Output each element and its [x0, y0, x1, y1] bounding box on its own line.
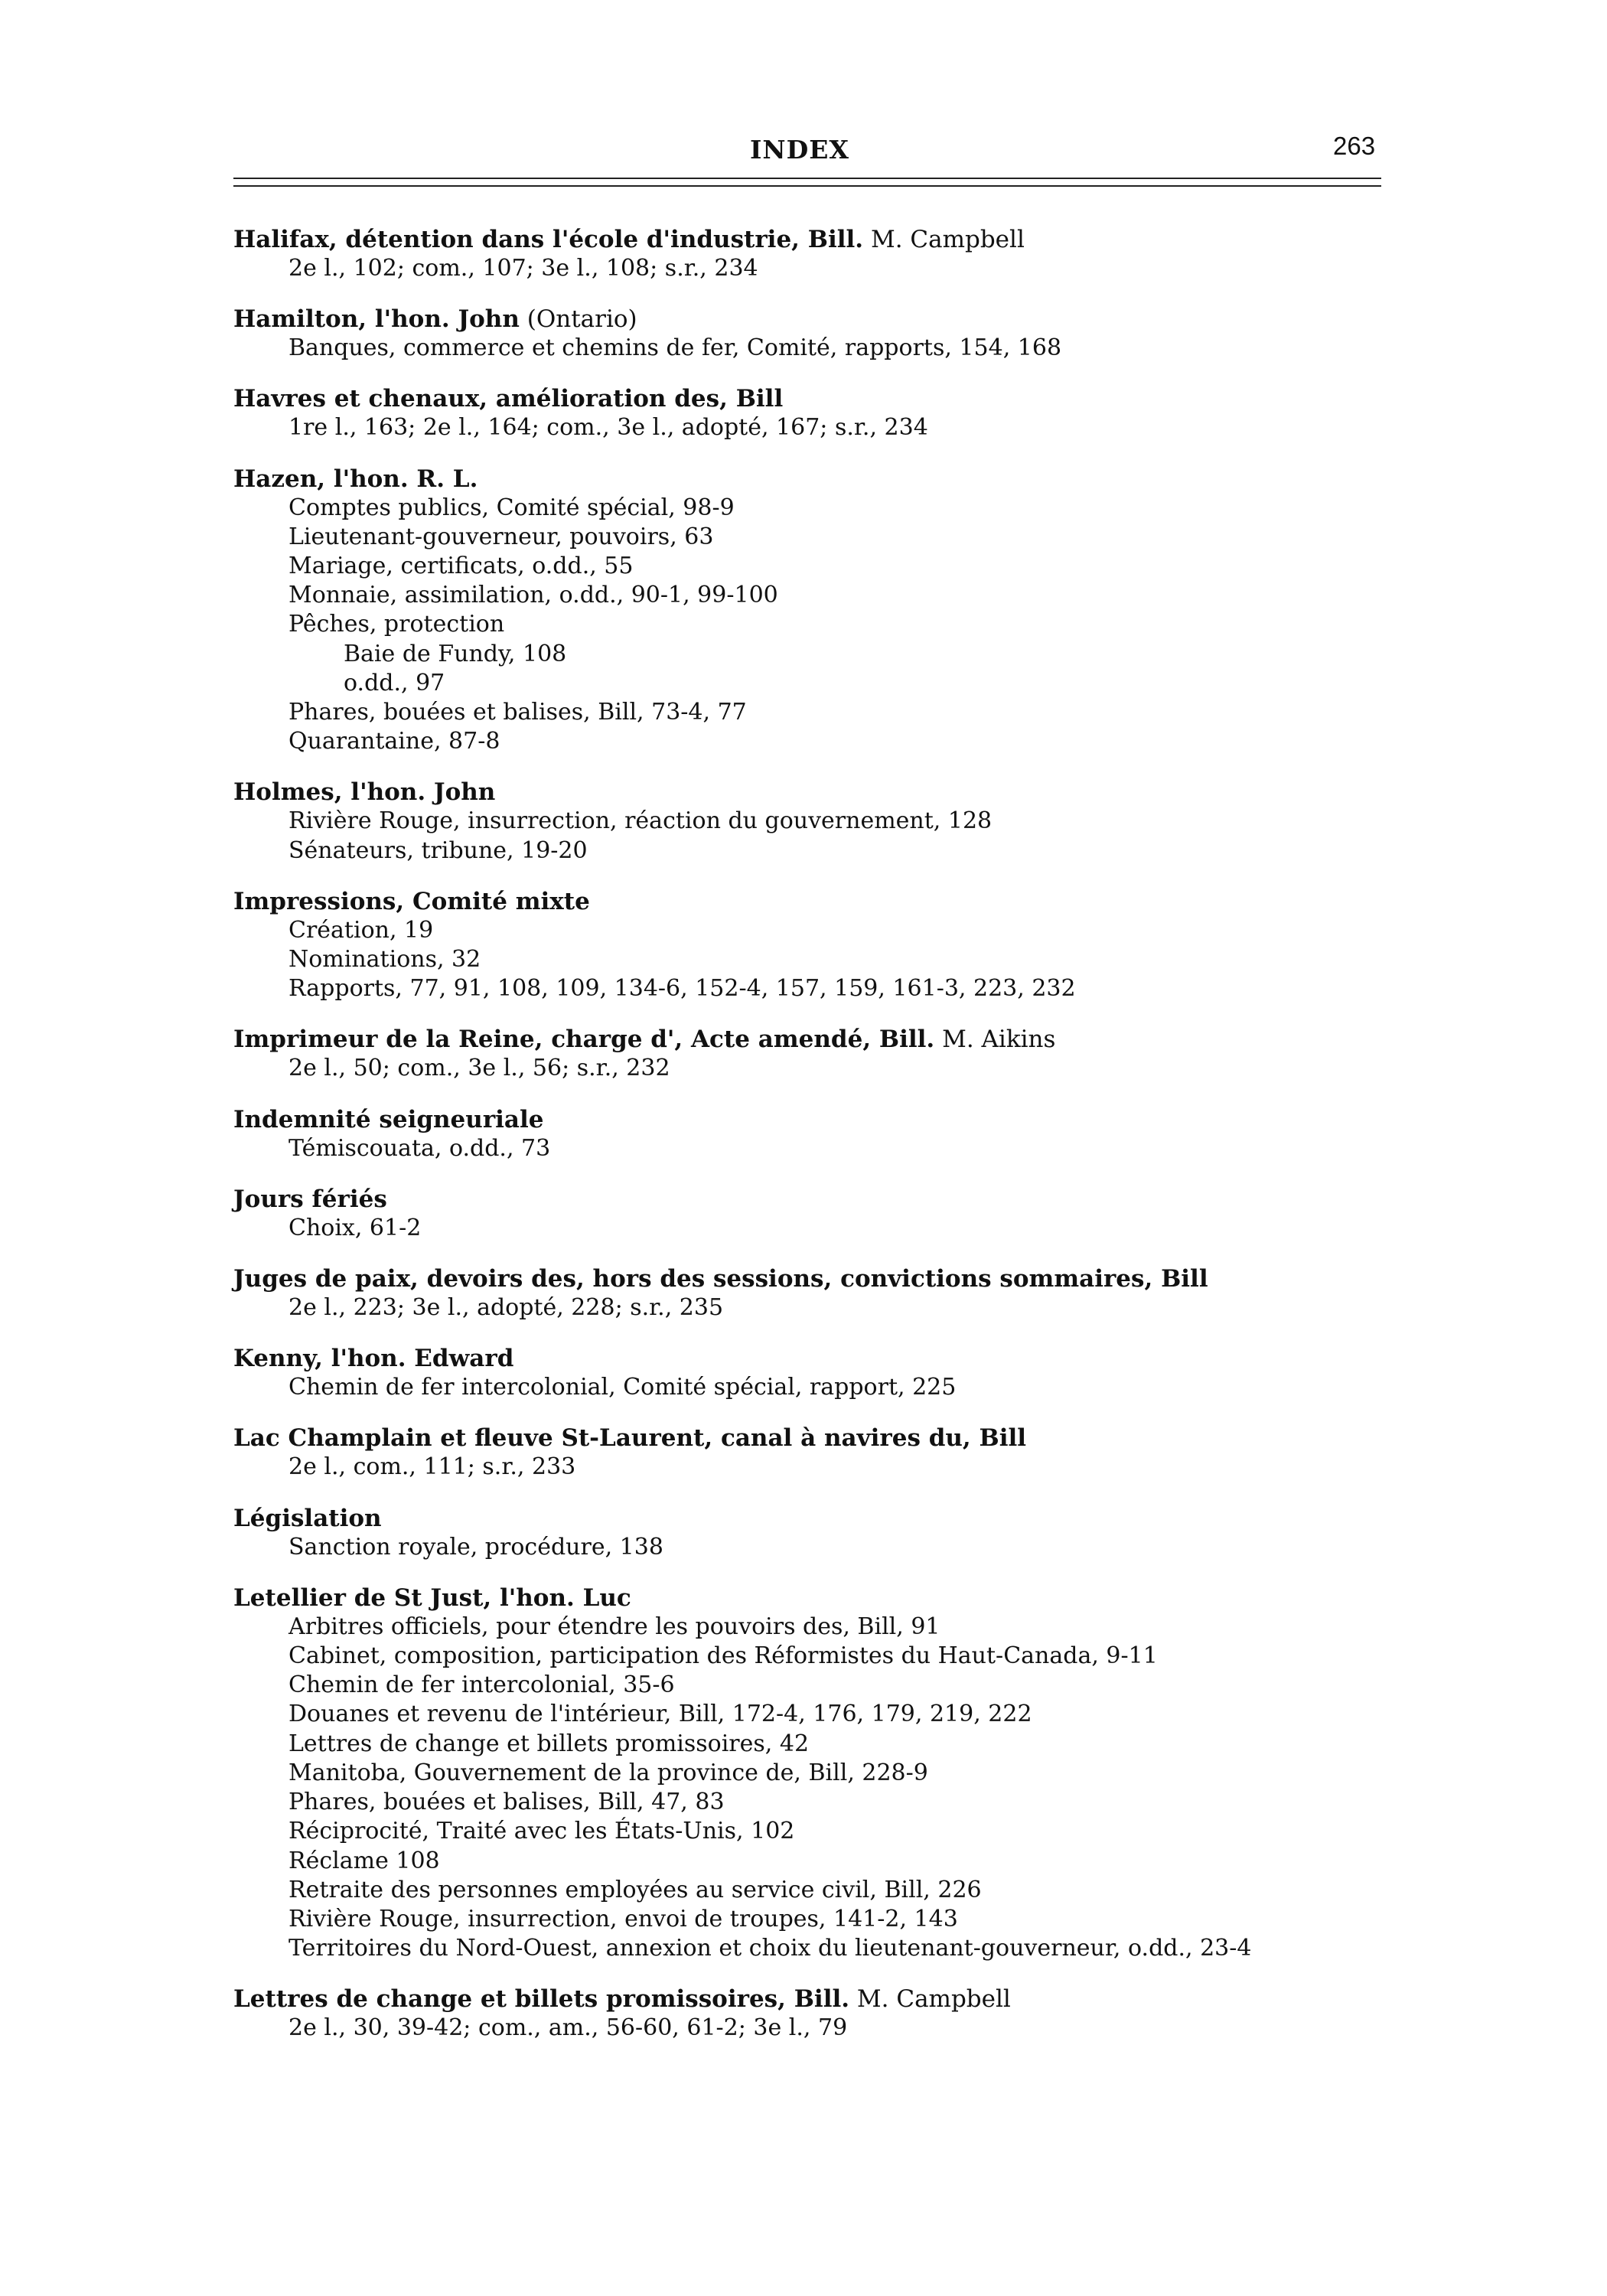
entry-subline: Monnaie, assimilation, o.dd., 90-1, 99-100: [288, 582, 778, 609]
index-entry: [233, 384, 1381, 442]
entry-subline: Chemin de fer intercolonial, Comité spécial, rapport, 225: [288, 1374, 957, 1401]
entry-heading-bold: Législation: [233, 1504, 382, 1532]
entry-heading: [233, 1583, 1381, 1613]
index-entry: [233, 1985, 1381, 2043]
entry-heading-bold: Hazen, l'hon. R. L.: [233, 465, 478, 493]
entry-heading: [233, 1424, 1381, 1453]
entry-heading: [233, 225, 1381, 254]
entry-heading-bold: Kenny, l'hon. Edward: [233, 1345, 514, 1373]
entry-subline: Rapports, 77, 91, 108, 109, 134-6, 152-4, 157, 159, 161-3, 223, 232: [288, 975, 1076, 1003]
index-entry: [233, 1504, 1381, 1562]
entry-subline: 2e l., 223; 3e l., adopté, 228; s.r., 235: [288, 1294, 724, 1322]
index-entry: [233, 465, 1381, 757]
page-header-title: INDEX: [750, 135, 849, 165]
entry-subline: Lettres de change et billets promissoires, 42: [288, 1730, 810, 1757]
entry-heading: [233, 887, 1381, 916]
entry-subline: Phares, bouées et balises, Bill, 73-4, 77: [288, 699, 747, 726]
index-entry: [233, 1264, 1381, 1322]
entry-heading-bold: Imprimeur de la Reine, charge d', Acte amendé, Bill.: [233, 1026, 935, 1054]
entry-heading-bold: Juges de paix, devoirs des, hors des sessions, convictions sommaires, Bill: [233, 1265, 1208, 1293]
entry-subline: Quarantaine, 87-8: [288, 728, 500, 755]
entry-heading: [233, 1344, 1381, 1373]
entry-subline: Phares, bouées et balises, Bill, 47, 83: [288, 1789, 725, 1816]
entry-heading: [233, 384, 1381, 413]
header-rule-bottom: [233, 185, 1381, 187]
index-entry: [233, 305, 1381, 363]
entry-subline: Sanction royale, procédure, 138: [288, 1533, 663, 1561]
entry-subline: 2e l., 30, 39-42; com., am., 56-60, 61-2; 3e l., 79: [288, 2014, 848, 2042]
entry-heading-bold: Lettres de change et billets promissoires, Bill.: [233, 1985, 850, 2014]
entry-subline: Cabinet, composition, participation des Réformistes du Haut-Canada, 9-11: [288, 1642, 1158, 1670]
entry-subline: Choix, 61-2: [288, 1214, 422, 1241]
entry-subline: Lieutenant-gouverneur, pouvoirs, 63: [288, 523, 714, 550]
entry-subline: Banques, commerce et chemins de fer, Comité, rapports, 154, 168: [288, 334, 1062, 362]
index-entry: [233, 778, 1381, 865]
index-entry: [233, 1344, 1381, 1402]
entry-heading: [233, 1185, 1381, 1214]
entry-subline: Nominations, 32: [288, 946, 481, 974]
entry-heading-bold: Hamilton, l'hon. John: [233, 305, 520, 334]
entry-subline: 2e l., 50; com., 3e l., 56; s.r., 232: [288, 1055, 670, 1082]
entry-subline: Création, 19: [288, 916, 434, 944]
entry-subline: Réciprocité, Traité avec les États-Unis, 102: [288, 1818, 795, 1845]
page-number: 263: [1333, 132, 1376, 160]
index-entry: [233, 1583, 1381, 1963]
entry-heading-bold: Lac Champlain et fleuve St-Laurent, canal à navires du, Bill: [233, 1424, 1027, 1453]
entry-subsubline: Baie de Fundy, 108: [344, 640, 567, 667]
entry-subline: Rivière Rouge, insurrection, réaction du gouvernement, 128: [288, 807, 993, 835]
entry-subsubline: o.dd., 97: [344, 669, 445, 696]
index-entry: [233, 1025, 1381, 1083]
entry-subline: Chemin de fer intercolonial, 35-6: [288, 1671, 675, 1699]
index-entry: [233, 225, 1381, 283]
header-rule-top: [233, 178, 1381, 179]
entry-subline: Réclame 108: [288, 1847, 440, 1874]
entry-heading-bold: Havres et chenaux, amélioration des, Bill: [233, 385, 784, 413]
entry-heading-bold: Indemnité seigneuriale: [233, 1105, 544, 1133]
entry-heading: [233, 1025, 1381, 1054]
index-entries: [233, 225, 1381, 2065]
entry-heading: [233, 1985, 1381, 2014]
entry-subline: 2e l., com., 111; s.r., 233: [288, 1453, 576, 1481]
entry-subline: Territoires du Nord-Ouest, annexion et choix du lieutenant-gouverneur, o.dd., 23-4: [288, 1935, 1252, 1962]
entry-heading: [233, 465, 1381, 494]
index-entry: [233, 887, 1381, 1004]
entry-subline: Rivière Rouge, insurrection, envoi de troupes, 141-2, 143: [288, 1905, 958, 1932]
entry-subline: Retraite des personnes employées au service civil, Bill, 226: [288, 1876, 982, 1903]
entry-heading-plain: M. Campbell: [863, 226, 1025, 253]
index-entry: [233, 1105, 1381, 1163]
index-entry: [233, 1424, 1381, 1482]
entry-subline: Mariage, certificats, o.dd., 55: [288, 553, 634, 580]
index-entry: [233, 1185, 1381, 1243]
entry-subline: Manitoba, Gouvernement de la province de, Bill, 228-9: [288, 1759, 928, 1786]
entry-subline: 2e l., 102; com., 107; 3e l., 108; s.r., 234: [288, 255, 758, 282]
entry-heading: [233, 1105, 1381, 1134]
entry-subline: 1re l., 163; 2e l., 164; com., 3e l., adopté, 167; s.r., 234: [288, 414, 928, 442]
entry-heading-plain: M. Aikins: [934, 1026, 1056, 1054]
entry-subline: Arbitres officiels, pour étendre les pouvoirs des, Bill, 91: [288, 1613, 940, 1640]
entry-heading-plain: (Ontario): [519, 305, 637, 334]
entry-subline: Pêches, protection: [288, 611, 505, 638]
entry-subline: Témiscouata, o.dd., 73: [288, 1134, 551, 1162]
entry-heading: [233, 305, 1381, 334]
entry-heading-plain: M. Campbell: [849, 1985, 1011, 2014]
entry-heading: [233, 1504, 1381, 1533]
entry-heading-bold: Impressions, Comité mixte: [233, 887, 590, 915]
entry-subline: Douanes et revenu de l'intérieur, Bill, 172-4, 176, 179, 219, 222: [288, 1701, 1032, 1728]
entry-heading-bold: Halifax, détention dans l'école d'industrie, Bill.: [233, 226, 864, 253]
entry-heading: [233, 778, 1381, 807]
entry-heading-bold: Holmes, l'hon. John: [233, 778, 496, 807]
entry-heading-bold: Letellier de St Just, l'hon. Luc: [233, 1583, 631, 1612]
entry-subline: Comptes publics, Comité spécial, 98-9: [288, 494, 735, 521]
entry-subline: Sénateurs, tribune, 19-20: [288, 837, 588, 864]
entry-heading-bold: Jours fériés: [233, 1185, 387, 1213]
entry-heading: [233, 1264, 1381, 1293]
